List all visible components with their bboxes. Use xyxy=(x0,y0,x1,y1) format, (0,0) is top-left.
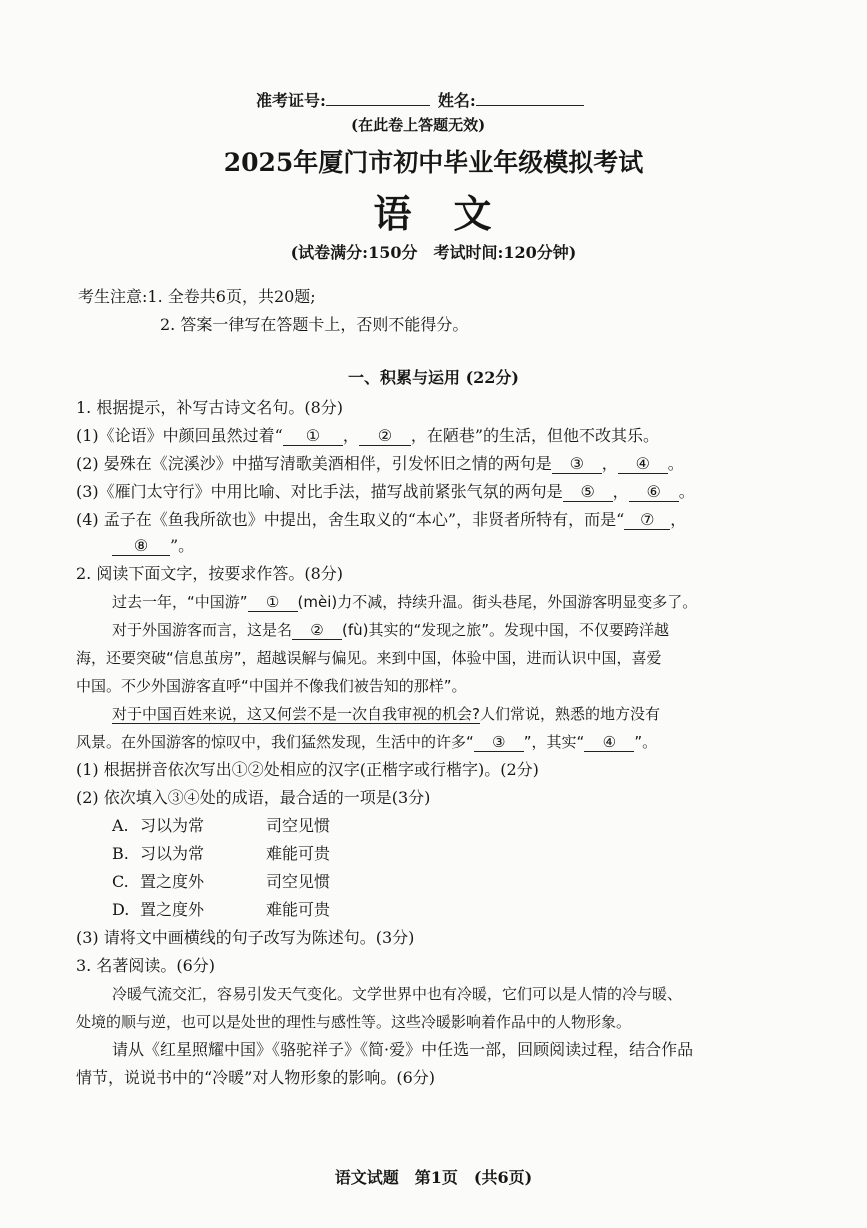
page-footer: 语文试题 第1页 (共6页) xyxy=(334,1168,533,1187)
name-label: 姓名: xyxy=(437,91,476,110)
q1-part-4-cont xyxy=(112,535,194,557)
q3-line-2: 处境的顺与逆，也可以是处世的理性与感性等。这些冷暖影响着作品中的人物形象。 xyxy=(76,1013,632,1031)
q3-stem: 3. 名著阅读。(6分) xyxy=(76,956,216,975)
candidate-info-line xyxy=(256,90,584,112)
q2-p3-text-c: 风景。在外国游客的惊叹中，我们猛然发现，生活中的许多“ xyxy=(76,733,474,751)
q1-p2-text-c: 。 xyxy=(667,454,684,473)
q1-p4-text-b: ， xyxy=(670,510,687,529)
q2-blank-4: ④ xyxy=(584,733,634,752)
q2-blank-2: ② xyxy=(292,621,342,640)
option-code: D. xyxy=(112,900,130,919)
q1-stem: 1. 根据提示，补写古诗文名句。(8分) xyxy=(76,398,344,417)
option-word-1: 置之度外 xyxy=(140,872,205,891)
q1-p1-text-a: (1)《论语》中颜回虽然过着“ xyxy=(76,426,283,445)
ticket-number-blank xyxy=(326,105,430,106)
q2-p3-text-b: 人们常说，熟悉的地方没有 xyxy=(479,705,660,723)
q1-p3-text-b: ， xyxy=(612,482,629,501)
option-word-1: 习以为常 xyxy=(140,844,205,863)
q1-part-1 xyxy=(76,425,659,447)
q2-blank-3: ③ xyxy=(474,733,524,752)
q1-p2-text-a: (2) 晏殊在《浣溪沙》中描写清歌美酒相伴，引发怀旧之情的两句是 xyxy=(76,454,552,473)
notice-line-1 xyxy=(78,286,316,308)
q1-p1-text-c: ，在陋巷”的生活，但他不改其乐。 xyxy=(410,426,660,445)
q1-blank-6: ⑥ xyxy=(629,483,679,502)
q2-passage-line-4 xyxy=(76,675,467,697)
q1-part-2 xyxy=(76,453,684,475)
q1-p3-text-a: (3)《雁门太守行》中用比喻、对比手法，描写战前紧张气氛的两句是 xyxy=(76,482,563,501)
q2-passage-line-6 xyxy=(76,731,657,753)
q1-part-3 xyxy=(76,481,695,503)
option-code: C. xyxy=(112,872,129,891)
q2-p1-text-b: (mèi)力不减，持续升温。街头巷尾，外国游客明显变多了。 xyxy=(297,593,698,611)
notice-item-2: 2. 答案一律写在答题卡上，否则不能得分。 xyxy=(160,315,469,334)
q2-p1-text-a: 过去一年，“中国游” xyxy=(112,593,248,611)
name-blank xyxy=(476,105,584,106)
q3-line-4: 情节，说说书中的“冷暖”对人物形象的影响。(6分) xyxy=(76,1068,436,1087)
q2-underlined-sentence: 对于中国百姓来说，这又何尝不是一次自我审视的机会? xyxy=(112,705,480,723)
q2-p2-text-d: 中国。 xyxy=(76,677,122,695)
q2-p3-text-e: ”。 xyxy=(634,733,658,751)
q3-line-1: 冷暖气流交汇，容易引发天气变化。文学世界中也有冷暖，它们可以是人情的冷与暖、 xyxy=(112,985,683,1003)
q1-blank-7: ⑦ xyxy=(624,511,670,530)
ticket-number-label: 准考证号: xyxy=(256,91,326,110)
option-word-1: 置之度外 xyxy=(140,900,205,919)
q2-p3-text-d: ”，其实“ xyxy=(523,733,585,751)
q1-p4-text-c: ”。 xyxy=(170,536,195,555)
q1-blank-3: ③ xyxy=(552,455,602,474)
exam-info: (试卷满分:150分 考试时间:120分钟) xyxy=(290,243,577,262)
q2-stem: 2. 阅读下面文字，按要求作答。(8分) xyxy=(76,564,344,583)
q2-p2-text-b: (fù)其实的“发现之旅”。发现中国，不仅要跨洋越 xyxy=(342,621,670,639)
q1-blank-1: ① xyxy=(283,427,343,446)
q1-p2-text-b: ， xyxy=(601,454,618,473)
q2-sub-1: (1) 根据拼音依次写出①②处相应的汉字(正楷字或行楷字)。(2分) xyxy=(76,760,539,779)
q1-part-4 xyxy=(76,509,686,531)
invalid-note: (在此卷上答题无效) xyxy=(351,116,486,134)
exam-title: 2025年厦门市初中毕业年级模拟考试 xyxy=(223,148,644,177)
q3-line-3: 请从《红星照耀中国》《骆驼祥子》《简·爱》中任选一部，回顾阅读过程，结合作品 xyxy=(112,1040,694,1059)
q1-p3-text-c: 。 xyxy=(678,482,695,501)
option-word-2: 司空见惯 xyxy=(266,872,331,891)
q2-passage-line-5 xyxy=(112,703,660,725)
notice-label: 考生注意: xyxy=(78,287,148,306)
q2-passage-line-1 xyxy=(112,591,697,613)
notice-item-1: 1. 全卷共6页，共20题; xyxy=(147,287,316,306)
q2-blank-1: ① xyxy=(248,593,298,612)
subject-title: 语 文 xyxy=(373,191,494,236)
option-word-1: 习以为常 xyxy=(140,816,205,835)
option-code: A. xyxy=(112,816,129,835)
option-word-2: 难能可贵 xyxy=(266,900,331,919)
q2-option-b xyxy=(112,843,330,865)
q1-p1-text-b: ， xyxy=(342,426,359,445)
q1-blank-2: ② xyxy=(359,427,411,446)
q2-p2-text-a: 对于外国游客而言，这是名 xyxy=(112,621,293,639)
option-word-2: 难能可贵 xyxy=(266,844,331,863)
q2-p2-text-e: 不少外国游客直呼“中国并不像我们被告知的那样”。 xyxy=(121,677,467,695)
q2-option-a xyxy=(112,815,330,837)
q2-sub-3: (3) 请将文中画横线的句子改写为陈述句。(3分) xyxy=(76,928,415,947)
q2-option-d xyxy=(112,899,330,921)
q1-blank-5: ⑤ xyxy=(563,483,613,502)
option-code: B. xyxy=(112,844,129,863)
q2-sub-2: (2) 依次填入③④处的成语，最合适的一项是(3分) xyxy=(76,788,431,807)
q1-p4-text-a: (4) 孟子在《鱼我所欲也》中提出，舍生取义的“本心”，非贤者所特有，而是“ xyxy=(76,510,625,529)
option-word-2: 司空见惯 xyxy=(266,816,331,835)
section-1-title: 一、积累与运用 (22分) xyxy=(348,368,519,387)
q2-passage-line-3: 海，还要突破“信息茧房”，超越误解与偏见。来到中国，体验中国，进而认识中国，喜爱 xyxy=(76,649,662,667)
q2-passage-line-2 xyxy=(112,619,669,641)
q2-option-c xyxy=(112,871,330,893)
q1-blank-4: ④ xyxy=(618,455,668,474)
q1-blank-8: ⑧ xyxy=(112,537,170,556)
